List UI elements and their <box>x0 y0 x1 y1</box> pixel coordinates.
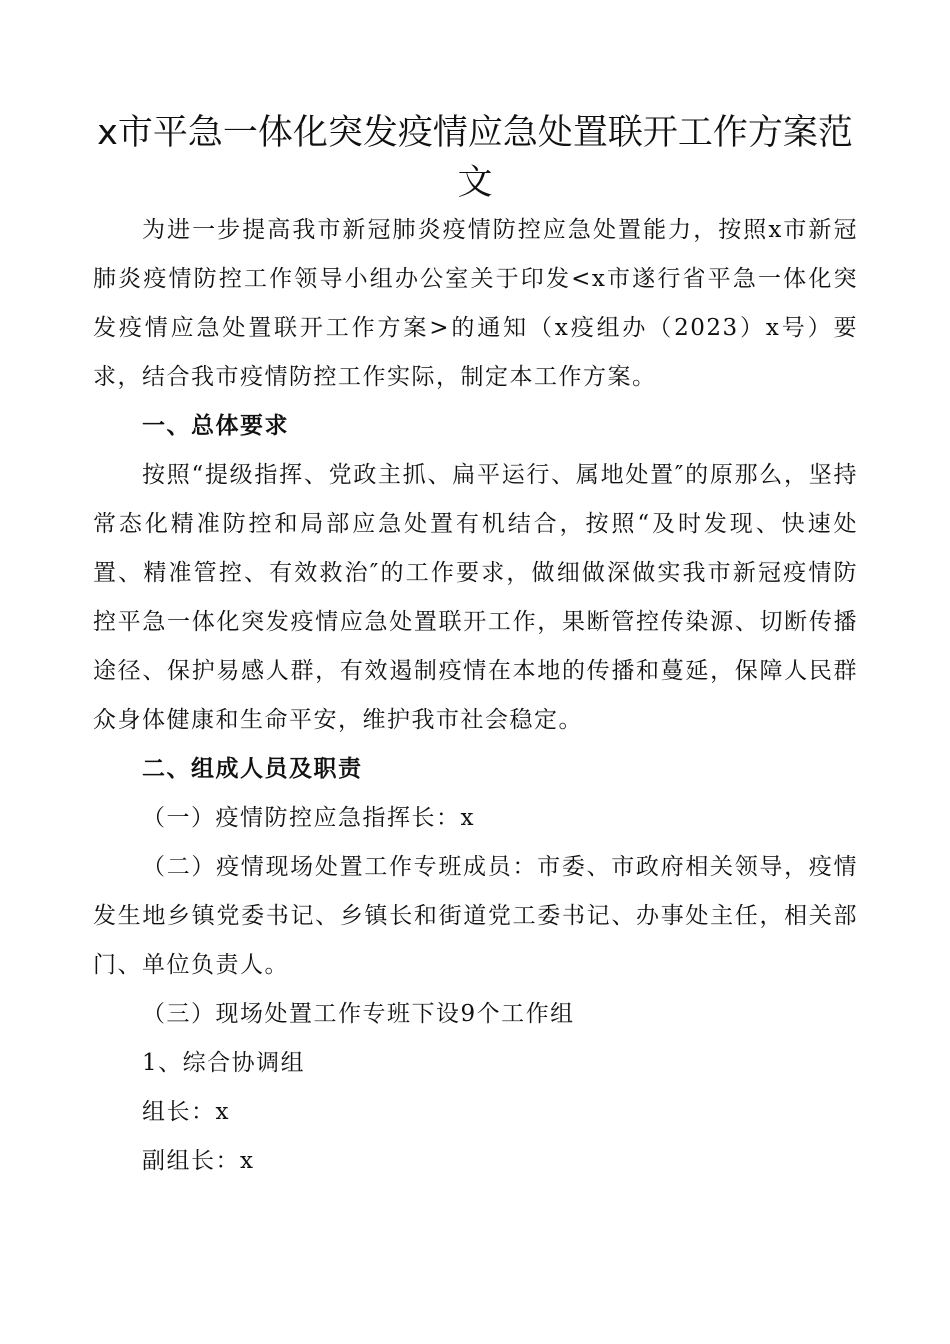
intro-paragraph: 为进一步提高我市新冠肺炎疫情防控应急处置能力，按照x市新冠肺炎疫情防控工作领导小组办公室关于印发<x市遂行省平急一体化突发疫情应急处置联开工作方案>的通知（x疫组办（2023）x号）要求，结合我市疫情防控工作实际，制定本工作方案。 <box>93 217 858 390</box>
coordination-group-item: 1、综合协调组 <box>142 1050 306 1076</box>
commander-paragraph: （一）疫情防控应急指挥长：x <box>142 805 475 831</box>
deputy-group-leader-line: 副组长：x <box>142 1148 255 1174</box>
section-heading-members-duties: 二、组成人员及职责 <box>142 756 363 782</box>
section-heading-general-requirements: 一、总体要求 <box>142 413 289 439</box>
task-force-members-paragraph: （二）疫情现场处置工作专班成员：市委、市政府相关领导，疫情发生地乡镇党委书记、乡镇长和街道党工委书记、办事处主任，相关部门、单位负责人。 <box>93 854 858 978</box>
working-groups-paragraph: （三）现场处置工作专班下设9个工作组 <box>142 1001 575 1027</box>
document-body <box>93 206 858 1186</box>
document-title: x市平急一体化突发疫情应急处置联开工作方案范文 <box>97 113 853 203</box>
general-requirements-paragraph: 按照“提级指挥、党政主抓、扁平运行、属地处置″的原那么，坚持常态化精准防控和局部应急处置有机结合，按照“及时发现、快速处置、精准管控、有效救治″的工作要求，做细做深做实我市新冠疫情防控平急一体化突发疫情应急处置联开工作，果断管控传染源、切断传播途径、保护易感人群，有效遏制疫情在本地的传播和蔓延，保障人民群众身体健康和生命平安，维护我市社会稳定。 <box>93 462 858 733</box>
group-leader-line: 组长：x <box>142 1099 230 1125</box>
